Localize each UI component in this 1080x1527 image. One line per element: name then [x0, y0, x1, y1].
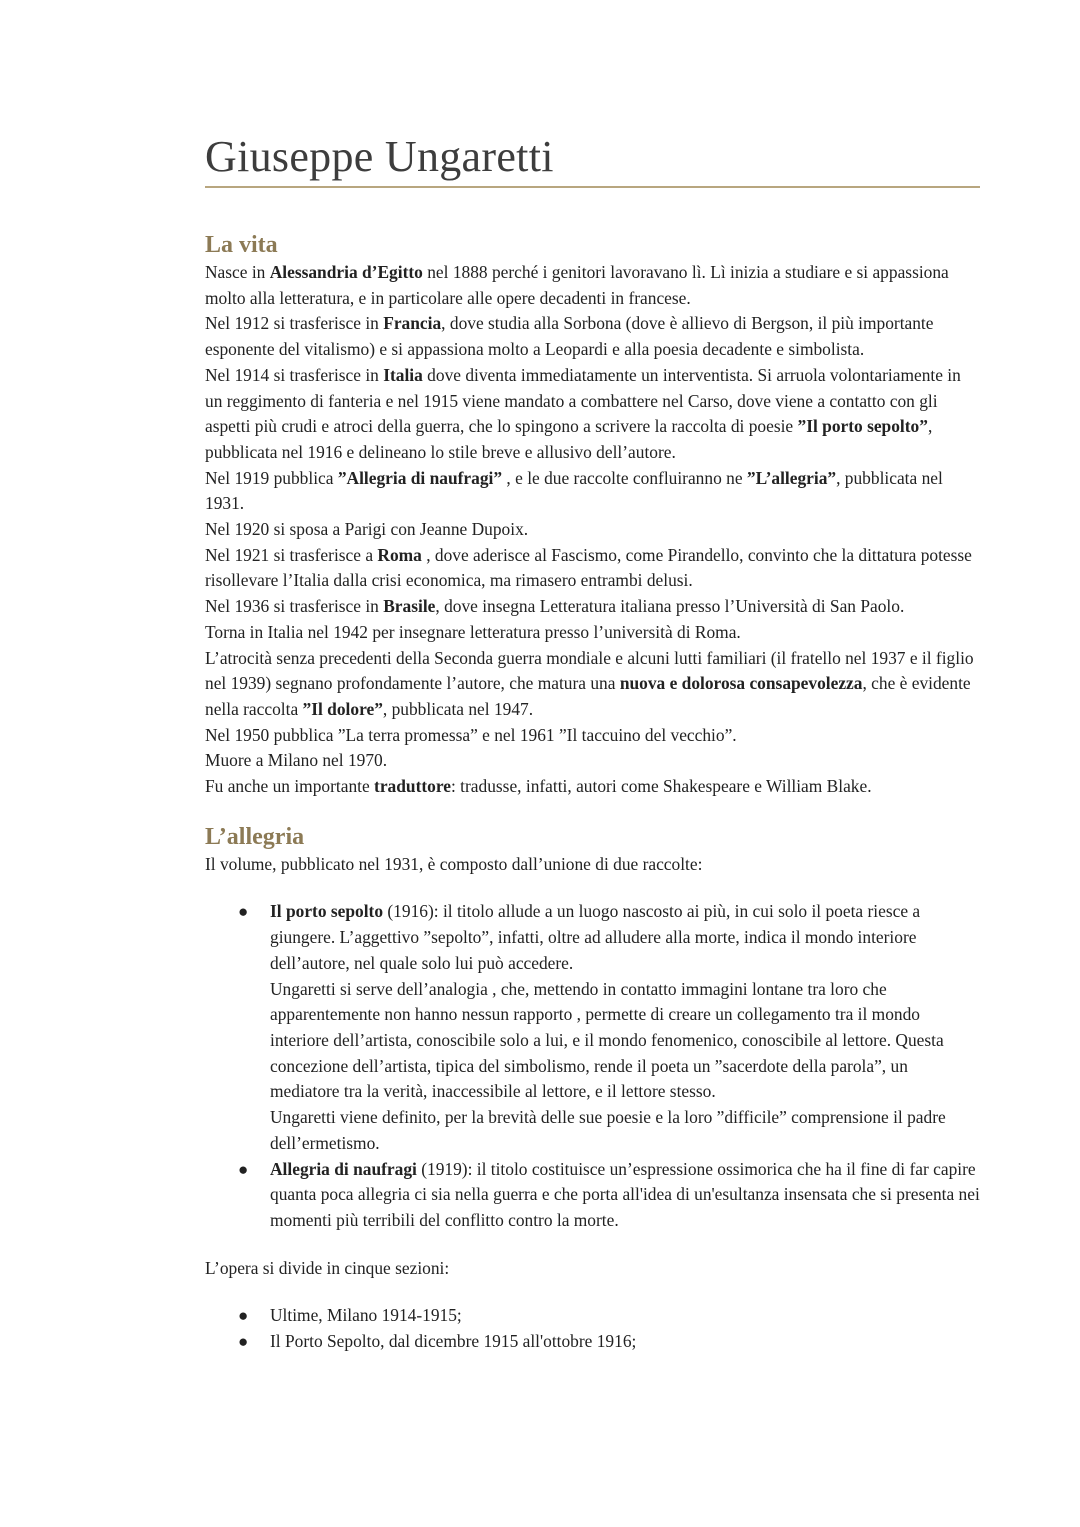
document-title: Giuseppe Ungaretti — [205, 132, 554, 181]
text-run: nel 1888 perché i genitori lavoravano lì. Lì inizia a studiare e si appassiona molto alla letteratura, e in particolare alle opere decadenti in francese. — [205, 262, 949, 308]
sezioni-list — [205, 1303, 980, 1354]
text-run: , pubblicata nel 1931. — [205, 467, 943, 514]
sezione-text: Il Porto Sepolto, dal dicembre 1915 all'ottobre 1916; — [270, 1331, 637, 1352]
bold-text: ”Il porto sepolto” — [797, 416, 928, 437]
text-run: : tradusse, infatti, autori come Shakespeare e William Blake. — [451, 776, 872, 797]
bullet-icon: ● — [238, 902, 249, 922]
bold-text: ”Il dolore” — [302, 698, 383, 719]
text-run: Muore a Milano nel 1970. — [205, 750, 388, 771]
vita-paragraph — [205, 260, 980, 311]
sezione-item — [205, 1329, 980, 1355]
section-body-vita — [205, 260, 980, 800]
text-run: , pubblicata nel 1947. — [382, 698, 534, 719]
text-run: Nel 1920 si sposa a Parigi con Jeanne Dupoix. — [205, 519, 529, 540]
sezione-text: Ultime, Milano 1914-1915; — [270, 1305, 462, 1326]
bold-text: traduttore — [374, 776, 451, 797]
vita-paragraph — [205, 517, 980, 543]
raccolta-paragraph: Ungaretti viene definito, per la brevità delle sue poesie e la loro ”difficile” comprensione il padre dell’ermetismo. — [270, 1107, 946, 1153]
vita-paragraph — [205, 543, 980, 594]
section-heading-vita: La vita — [205, 232, 278, 258]
raccolta-paragraph: Ungaretti si serve dell’analogia , che, mettendo in contatto immagini lontane tra loro che apparentemente non hanno nessun rapporto , permette di creare un collegamento tra il mondo interiore dell’artista, conoscibile solo a lui, e il mondo fenomenico, conoscibile al lettore. Questa concezione dell’artista, tipica del simbolismo, rende il poeta un ”sacerdote della parola”, un mediatore tra la verità, inaccessibile al lettore, e il lettore stesso. — [270, 978, 944, 1102]
vita-paragraph — [205, 723, 980, 749]
text-run: L’atrocità senza precedenti della Seconda guerra mondiale e alcuni lutti familiari (il fratello nel 1937 e il figlio nel 1939) segnano profondamente l’autore, che matura una — [205, 647, 974, 694]
bold-text: Brasile — [383, 596, 436, 617]
raccolta-item — [205, 1157, 980, 1234]
bold-text: ”L’allegria” — [746, 467, 837, 488]
text-run: Nel 1914 si trasferisce in — [205, 364, 384, 385]
vita-paragraph — [205, 311, 980, 362]
raccolta-name: Allegria di naufragi — [270, 1158, 417, 1179]
vita-paragraph — [205, 363, 980, 466]
vita-paragraph — [205, 646, 980, 723]
bold-text: nuova e dolorosa consapevolezza — [619, 673, 863, 694]
raccolta-name: Il porto sepolto — [270, 901, 384, 922]
document-page — [205, 128, 980, 1355]
text-run: , e le due raccolte confluiranno ne — [502, 467, 747, 488]
bullet-icon: ● — [238, 1159, 249, 1179]
raccolta-item — [205, 899, 980, 1156]
bold-text: Italia — [383, 364, 423, 385]
bold-text: ”Allegria di naufragi” — [337, 467, 503, 488]
bold-text: Francia — [383, 313, 442, 334]
bullet-icon: ● — [238, 1332, 249, 1352]
raccolte-list — [205, 899, 980, 1233]
text-run: Fu anche un importante — [205, 776, 375, 797]
text-run: Nel 1921 si trasferisce a — [205, 544, 378, 565]
sezioni-intro: L’opera si divide in cinque sezioni: — [205, 1257, 450, 1278]
section-heading-allegria: L’allegria — [205, 823, 305, 850]
raccolta-description: (1919): il titolo costituisce un’espressione ossimorica che ha il fine di far capire quanta poca allegria ci sia nella guerra e che porta all'idea di un'esultanza insensata che si presenta nei momenti più terribili del conflitto contro la morte. — [270, 1158, 980, 1230]
bold-text: Roma — [377, 544, 422, 565]
allegria-intro: Il volume, pubblicato nel 1931, è composto dall’unione di due raccolte: — [205, 853, 703, 874]
bold-text: Alessandria d’Egitto — [269, 262, 423, 282]
text-run: , dove aderisce al Fascismo, come Pirandello, convinto che la dittatura potesse risollevare l’Italia dalla crisi economica, ma rimasero entrambi delusi. — [205, 544, 972, 591]
text-run: , pubblicata nel 1916 e delineano lo stile breve e allusivo dell’autore. — [205, 416, 933, 462]
spacer — [205, 1234, 980, 1256]
bullet-icon: ● — [238, 1306, 249, 1326]
vita-paragraph — [205, 620, 980, 646]
spacer — [205, 1281, 980, 1303]
vita-paragraph — [205, 748, 980, 774]
sezione-item — [205, 1303, 980, 1329]
title-underline — [205, 186, 980, 188]
raccolta-description: (1916): il titolo allude a un luogo nascosto ai più, in cui solo il poeta riesce a giungere. L’aggettivo ”sepolto”, infatti, oltre ad alludere alla morte, indica il mondo interiore dell’autore, nel quale solo lui può accedere. — [270, 901, 921, 973]
text-run: , dove studia alla Sorbona (dove è allievo di Bergson, il più importante esponente del vitalismo) e si appassiona molto a Leopardi e alla poesia decadente e simbolista. — [205, 313, 934, 360]
text-run: Nel 1912 si trasferisce in — [205, 313, 384, 334]
spacer — [205, 877, 980, 899]
text-run: Nel 1950 pubblica ”La terra promessa” e nel 1961 ”Il taccuino del vecchio”. — [205, 724, 737, 745]
vita-paragraph — [205, 774, 980, 800]
vita-paragraph — [205, 594, 980, 620]
text-run: Torna in Italia nel 1942 per insegnare letteratura presso l’università di Roma. — [205, 621, 741, 642]
text-run: Nel 1919 pubblica — [205, 467, 338, 488]
vita-paragraph — [205, 466, 980, 517]
text-run: Nasce in — [205, 262, 270, 282]
text-run: , che è evidente nella raccolta — [205, 673, 971, 719]
text-run: dove diventa immediatamente un interventista. Si arruola volontariamente in un reggimento di fanteria e nel 1915 viene mandato a combattere nel Carso, dove viene a contatto con gli aspetti più crudi e atroci della guerra, che lo spingono a scrivere la raccolta di poesie — [205, 364, 961, 437]
text-run: Nel 1936 si trasferisce in — [205, 596, 384, 617]
text-run: , dove insegna Letteratura italiana presso l’Università di San Paolo. — [435, 596, 905, 617]
